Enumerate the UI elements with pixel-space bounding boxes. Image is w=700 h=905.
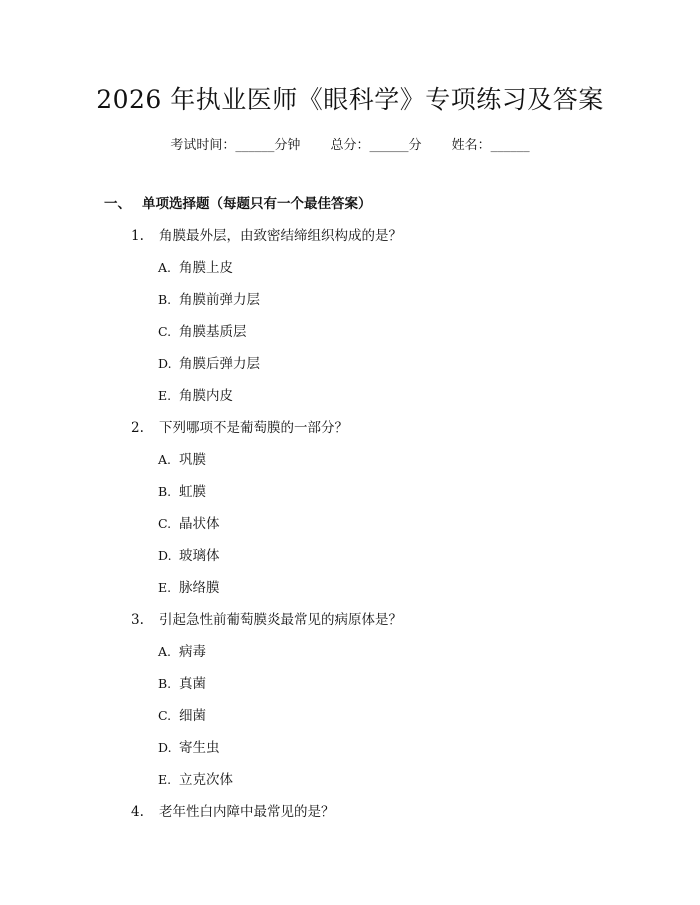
option-text: 巩膜 <box>179 452 206 468</box>
option-letter: E. <box>158 388 172 403</box>
question-3-option-b <box>158 672 206 692</box>
option-letter: A. <box>158 260 172 275</box>
question-1-option-b <box>158 288 260 308</box>
option-letter: D. <box>158 740 172 755</box>
question-text: 引起急性前葡萄膜炎最常见的病原体是？ <box>159 612 402 628</box>
option-text: 角膜前弹力层 <box>179 292 260 308</box>
option-text: 角膜上皮 <box>179 260 233 276</box>
option-letter: E. <box>158 580 172 595</box>
question-text: 下列哪项不是葡萄膜的一部分？ <box>159 420 348 436</box>
option-text: 虹膜 <box>179 484 206 500</box>
exam-info-line <box>0 134 700 153</box>
option-text: 玻璃体 <box>179 548 220 564</box>
question-number: 4. <box>131 804 144 820</box>
option-letter: D. <box>158 548 172 563</box>
question-number: 2. <box>131 420 144 436</box>
total-score-field: 总分：______分 <box>330 138 422 153</box>
question-text: 老年性白内障中最常见的是？ <box>159 804 335 820</box>
question-3-option-c <box>158 704 206 724</box>
option-letter: D. <box>158 356 172 371</box>
question-2-option-d <box>158 544 220 564</box>
exam-time-field: 考试时间：______分钟 <box>170 138 301 153</box>
option-letter: A. <box>158 644 172 659</box>
question-1-option-d <box>158 352 260 372</box>
student-name-field: 姓名：______ <box>451 138 530 153</box>
option-text: 角膜后弹力层 <box>179 356 260 372</box>
question-number: 3. <box>131 612 144 628</box>
option-text: 立克次体 <box>179 772 233 788</box>
option-text: 细菌 <box>179 708 206 724</box>
option-text: 角膜基质层 <box>179 324 247 340</box>
question-2 <box>131 416 348 436</box>
section-number: 一、 <box>104 196 131 212</box>
question-1-option-e <box>158 384 233 404</box>
option-letter: B. <box>158 292 172 307</box>
option-letter: A. <box>158 452 172 467</box>
question-3-option-a <box>158 640 206 660</box>
question-3-option-e <box>158 768 233 788</box>
question-3 <box>131 608 402 628</box>
question-1-option-c <box>158 320 247 340</box>
option-text: 寄生虫 <box>179 740 220 756</box>
question-2-option-a <box>158 448 206 468</box>
option-letter: B. <box>158 676 172 691</box>
question-2-option-c <box>158 512 220 532</box>
option-letter: B. <box>158 484 172 499</box>
option-text: 病毒 <box>179 644 206 660</box>
option-letter: C. <box>158 324 172 339</box>
option-letter: C. <box>158 708 172 723</box>
question-4 <box>131 800 335 820</box>
option-letter: E. <box>158 772 172 787</box>
question-1-option-a <box>158 256 233 276</box>
question-2-option-e <box>158 576 220 596</box>
section-title: 单项选择题（每题只有一个最佳答案） <box>142 196 372 212</box>
option-letter: C. <box>158 516 172 531</box>
section-heading <box>104 192 372 212</box>
option-text: 脉络膜 <box>179 580 220 596</box>
question-text: 角膜最外层，由致密结缔组织构成的是？ <box>159 228 402 244</box>
option-text: 角膜内皮 <box>179 388 233 404</box>
document-title: 2026 年执业医师《眼科学》专项练习及答案 <box>96 85 604 114</box>
option-text: 晶状体 <box>179 516 220 532</box>
question-3-option-d <box>158 736 220 756</box>
question-1 <box>131 224 402 244</box>
option-text: 真菌 <box>179 676 206 692</box>
question-2-option-b <box>158 480 206 500</box>
question-number: 1. <box>131 228 144 244</box>
